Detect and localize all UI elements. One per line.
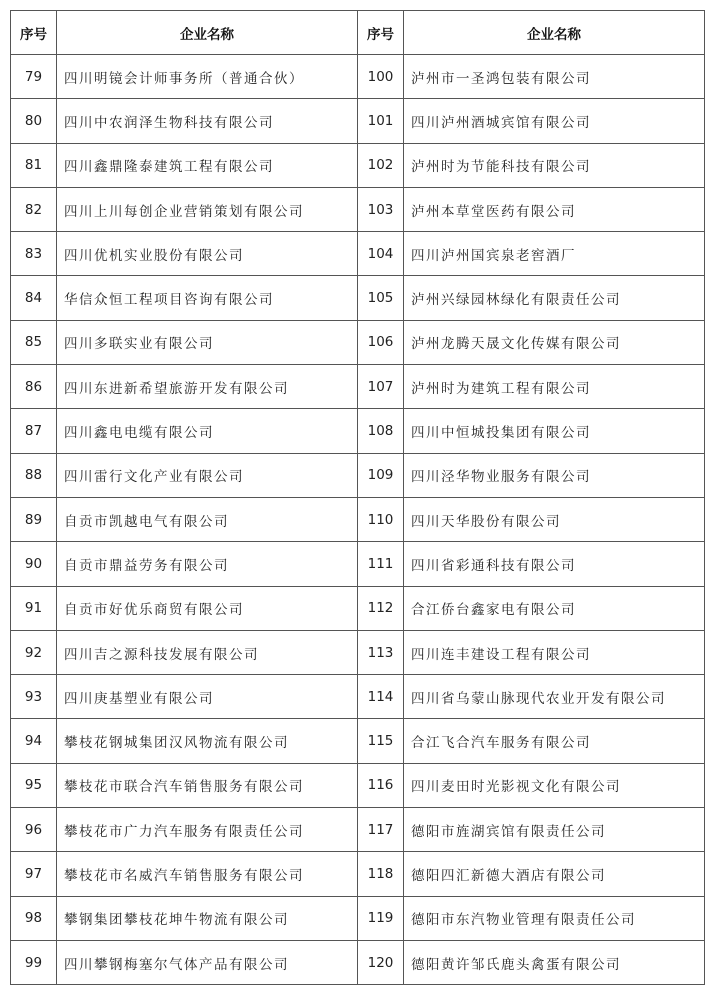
left-company-name-cell: 四川鑫电电缆有限公司 [57,409,358,453]
table-row [11,365,705,409]
right-company-name-cell: 四川中恒城投集团有限公司 [404,409,705,453]
company-list-document [10,10,704,985]
left-company-name-cell: 四川雷行文化产业有限公司 [57,453,358,497]
table-row [11,187,705,231]
left-company-name-cell: 四川明镜会计师事务所（普通合伙） [57,55,358,99]
table-row [11,232,705,276]
right-num-cell: 115 [358,719,404,763]
left-company-name-cell: 攀枝花市广力汽车服务有限责任公司 [57,808,358,852]
left-company-name-cell: 自贡市凯越电气有限公司 [57,497,358,541]
left-num-cell: 98 [11,896,57,940]
left-num-cell: 96 [11,808,57,852]
table-row [11,808,705,852]
left-num-cell: 84 [11,276,57,320]
left-company-name-cell: 自贡市鼎益劳务有限公司 [57,542,358,586]
left-num-cell: 90 [11,542,57,586]
table-row [11,763,705,807]
left-num-cell: 97 [11,852,57,896]
table-row [11,719,705,763]
table-row [11,409,705,453]
left-num-cell: 99 [11,940,57,984]
right-num-cell: 108 [358,409,404,453]
left-company-name-cell: 攀枝花市联合汽车销售服务有限公司 [57,763,358,807]
right-company-name-cell: 泸州时为建筑工程有限公司 [404,365,705,409]
left-company-name-cell: 四川攀钢梅塞尔气体产品有限公司 [57,940,358,984]
right-company-name-cell: 泸州龙腾天晟文化传媒有限公司 [404,320,705,364]
right-num-cell: 107 [358,365,404,409]
right-company-name-cell: 泸州市一圣鸿包装有限公司 [404,55,705,99]
left-company-name-cell: 攀钢集团攀枝花坤牛物流有限公司 [57,896,358,940]
header-num-left: 序号 [11,11,57,55]
table-row [11,99,705,143]
right-company-name-cell: 德阳四汇新德大酒店有限公司 [404,852,705,896]
left-num-cell: 85 [11,320,57,364]
table-row [11,276,705,320]
table-row [11,55,705,99]
right-num-cell: 102 [358,143,404,187]
right-company-name-cell: 四川连丰建设工程有限公司 [404,630,705,674]
left-company-name-cell: 攀枝花市名威汽车销售服务有限公司 [57,852,358,896]
table-row [11,675,705,719]
table-row [11,143,705,187]
left-num-cell: 91 [11,586,57,630]
company-table [10,10,705,985]
table-header-row [11,11,705,55]
left-num-cell: 88 [11,453,57,497]
right-num-cell: 106 [358,320,404,364]
left-company-name-cell: 四川中农润泽生物科技有限公司 [57,99,358,143]
left-num-cell: 81 [11,143,57,187]
left-company-name-cell: 四川东进新希望旅游开发有限公司 [57,365,358,409]
left-company-name-cell: 四川优机实业股份有限公司 [57,232,358,276]
right-num-cell: 114 [358,675,404,719]
right-num-cell: 103 [358,187,404,231]
table-row [11,586,705,630]
table-row [11,630,705,674]
right-num-cell: 105 [358,276,404,320]
right-num-cell: 116 [358,763,404,807]
left-company-name-cell: 华信众恒工程项目咨询有限公司 [57,276,358,320]
right-company-name-cell: 泸州时为节能科技有限公司 [404,143,705,187]
left-company-name-cell: 四川上川每创企业营销策划有限公司 [57,187,358,231]
right-num-cell: 110 [358,497,404,541]
left-company-name-cell: 四川吉之源科技发展有限公司 [57,630,358,674]
left-num-cell: 95 [11,763,57,807]
left-company-name-cell: 自贡市好优乐商贸有限公司 [57,586,358,630]
table-body [11,55,705,985]
right-company-name-cell: 泸州兴绿园林绿化有限责任公司 [404,276,705,320]
left-company-name-cell: 四川鑫鼎隆泰建筑工程有限公司 [57,143,358,187]
left-num-cell: 87 [11,409,57,453]
right-num-cell: 113 [358,630,404,674]
table-row [11,497,705,541]
right-num-cell: 104 [358,232,404,276]
right-num-cell: 112 [358,586,404,630]
left-num-cell: 79 [11,55,57,99]
right-num-cell: 117 [358,808,404,852]
right-company-name-cell: 四川省乌蒙山脉现代农业开发有限公司 [404,675,705,719]
header-name-left: 企业名称 [57,11,358,55]
right-company-name-cell: 四川泾华物业服务有限公司 [404,453,705,497]
left-num-cell: 80 [11,99,57,143]
table-row [11,542,705,586]
left-num-cell: 86 [11,365,57,409]
left-company-name-cell: 四川多联实业有限公司 [57,320,358,364]
left-num-cell: 94 [11,719,57,763]
right-num-cell: 100 [358,55,404,99]
right-num-cell: 111 [358,542,404,586]
right-company-name-cell: 四川麦田时光影视文化有限公司 [404,763,705,807]
right-company-name-cell: 合江飞合汽车服务有限公司 [404,719,705,763]
right-num-cell: 119 [358,896,404,940]
right-company-name-cell: 四川泸州国宾泉老窖酒厂 [404,232,705,276]
left-num-cell: 83 [11,232,57,276]
right-company-name-cell: 四川省彩通科技有限公司 [404,542,705,586]
table-row [11,896,705,940]
table-row [11,320,705,364]
right-num-cell: 118 [358,852,404,896]
left-num-cell: 93 [11,675,57,719]
right-num-cell: 120 [358,940,404,984]
right-num-cell: 109 [358,453,404,497]
right-company-name-cell: 德阳市旌湖宾馆有限责任公司 [404,808,705,852]
table-row [11,453,705,497]
left-company-name-cell: 攀枝花钢城集团汉风物流有限公司 [57,719,358,763]
left-num-cell: 89 [11,497,57,541]
left-num-cell: 82 [11,187,57,231]
table-row [11,940,705,984]
right-company-name-cell: 四川天华股份有限公司 [404,497,705,541]
right-company-name-cell: 泸州本草堂医药有限公司 [404,187,705,231]
right-company-name-cell: 德阳黄许邹氏鹿头禽蛋有限公司 [404,940,705,984]
table-row [11,852,705,896]
right-num-cell: 101 [358,99,404,143]
left-num-cell: 92 [11,630,57,674]
header-num-right: 序号 [358,11,404,55]
right-company-name-cell: 四川泸州酒城宾馆有限公司 [404,99,705,143]
header-name-right: 企业名称 [404,11,705,55]
right-company-name-cell: 德阳市东汽物业管理有限责任公司 [404,896,705,940]
right-company-name-cell: 合江侨台鑫家电有限公司 [404,586,705,630]
left-company-name-cell: 四川庚基塑业有限公司 [57,675,358,719]
